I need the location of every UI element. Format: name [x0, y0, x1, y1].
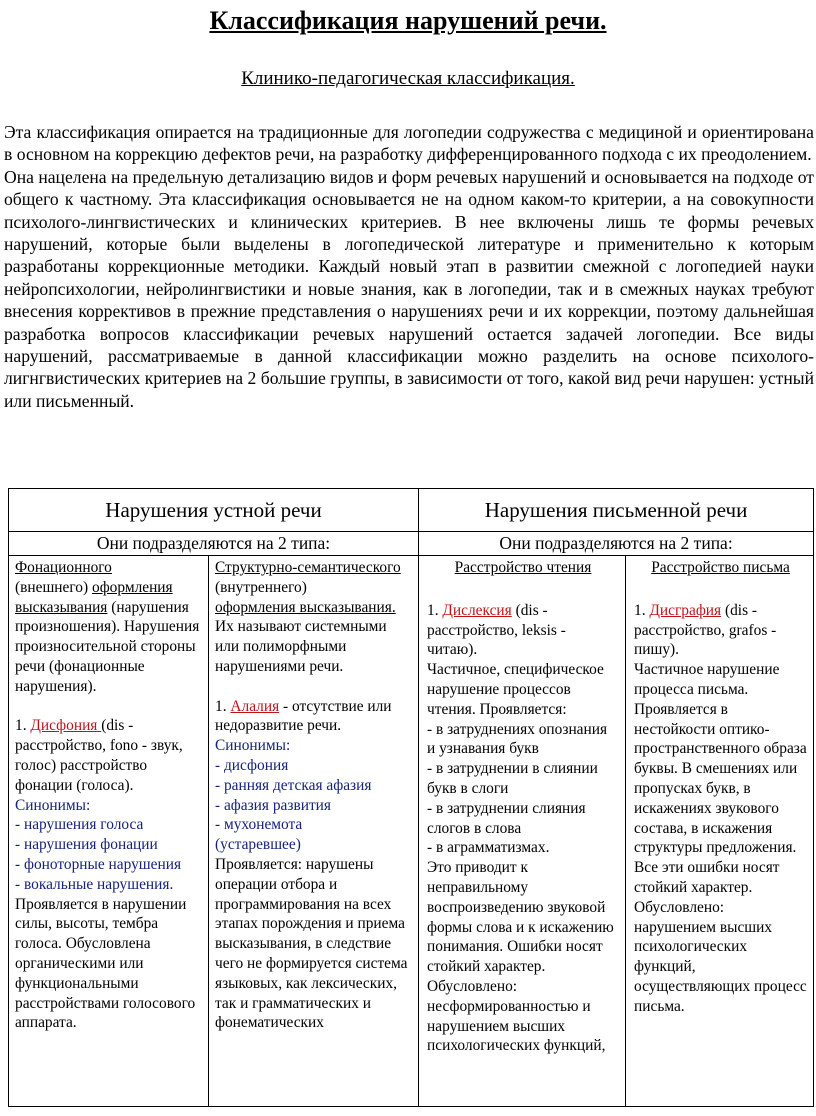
col4-definition: Частичное нарушение процесса письма. Проявляется в нестойкости оптико-пространственного образа буквы. В смешениях или пропусках букв, в искажениях звукового состава, в искажения структуры предложения. Все эти ошибки носят стойкий характер. Обусловлено: нарушением высших психологических функций, осуществляющих процесс письма. — [634, 661, 807, 1015]
col4-etymology: (dis - расстройство, grafos - пишу). — [634, 601, 777, 659]
dyslexia-term: Дислексия — [442, 601, 512, 619]
col2-synonym-5: (устаревшее) — [215, 836, 301, 854]
classification-table — [8, 488, 814, 1107]
col3-definition: Частичное, специфическое нарушение процессов чтения. Проявляется: — [427, 661, 604, 718]
alalia-term: Алалия — [230, 697, 280, 715]
col2-synonym-3: - афазия развития — [215, 796, 332, 814]
phonation-disorders-cell — [9, 556, 209, 1107]
col2-heading-a: Структурно-семантического — [215, 559, 401, 576]
col1-definition: (dis - расстройство, fono - звук, голос) расстройство фонации (голоса). — [15, 717, 183, 794]
writing-disorders-cell — [626, 556, 814, 1107]
oral-types-subheader: Они подразделяются на 2 типа: — [9, 532, 419, 556]
col2-number: 1. — [215, 697, 227, 715]
intro-paragraph-1: Эта классификация опирается на традиционные для логопедии содружества с медициной и ориентирована в основном на коррекцию дефектов речи, на разработку дифференцированного подхода с их преодолением. — [4, 122, 814, 165]
col2-synonym-1: - дисфония — [215, 756, 289, 774]
col2-description: Их называют системными или полиморфными нарушениями речи. — [215, 618, 387, 675]
col1-heading-b: (внешнего) — [15, 578, 89, 596]
intro-text — [4, 121, 814, 412]
col1-synonym-2: - нарушения фонации — [15, 836, 158, 854]
col1-synonyms-label: Синонимы: — [15, 796, 91, 814]
col3-etymology: (dis - расстройство, leksis - читаю). — [427, 601, 566, 659]
col1-heading-c: оформления высказывания — [15, 578, 173, 616]
col4-number: 1. — [634, 601, 646, 619]
written-speech-header: Нарушения письменной речи — [419, 489, 814, 532]
col2-synonym-4: - мухонемота — [215, 816, 303, 834]
page-title: Классификация нарушений речи. — [209, 6, 607, 35]
col1-synonym-4: - вокальные нарушения. — [15, 875, 174, 893]
col3-symptom-3: - в затруднении слияния слогов в слова — [427, 799, 586, 837]
col1-heading-a: Фонационного — [15, 559, 112, 576]
page-subtitle: Клинико-педагогическая классификация. — [241, 68, 575, 89]
col2-manifestation: Проявляется: нарушены операции отбора и программирования на всех этапах порождения и приема высказывания, в следствие чего не формируется система языковых, как лексических, так и грамматических и фонематических — [215, 855, 408, 1032]
col3-symptom-1: - в затруднениях опознания и узнавания букв — [427, 720, 608, 758]
col2-heading-c: оформления высказывания. — [215, 598, 396, 616]
col1-manifestation: Проявляется в нарушении силы, высоты, тембра голоса. Обусловлена органическими или функциональными расстройствами голосового аппарата. — [15, 895, 196, 1032]
col3-number: 1. — [427, 601, 439, 619]
col1-synonym-3: - фоноторные нарушения — [15, 855, 182, 873]
dysphonia-term: Дисфония — [30, 717, 102, 735]
col1-synonym-1: - нарушения голоса — [15, 816, 144, 834]
written-types-subheader: Они подразделяются на 2 типа: — [419, 532, 814, 556]
col1-number: 1. — [15, 717, 27, 735]
dysgraphia-term: Дисграфия — [649, 601, 722, 619]
col2-synonym-2: - ранняя детская афазия — [215, 776, 372, 794]
semantic-disorders-cell — [209, 556, 419, 1107]
col2-heading-b: (внутреннего) — [215, 578, 307, 596]
intro-paragraph-2: Она нацелена на предельную детализацию видов и форм речевых нарушений и основывается на подходе от общего к частному. Эта классификация основывается не на одном каком-то критерии, а на совокупности психолого-лингвистических и клинических критериев. В нее включены лишь те формы речевых нарушений, которые были выделены в логопедической литературе и применительно к которым разработаны коррекционные методики. Каждый новый этап в развитии смежной с логопедией науки нейропсихологии, нейролингвистики и новые знания, как в логопедии, так и в смежных науках требуют внесения коррективов в прежние представления о нарушениях речи и их коррекции, поэтому дальнейшая разработка вопросов классификации речевых нарушений остается задачей логопедии. Все виды нарушений, рассматриваемые в данной классификации можно разделить на основе психолого-лигнгвистических критериев на 2 большие группы, в зависимости от того, какой вид речи нарушен: устный или письменный. — [4, 166, 814, 411]
col1-description: (нарушения произношения). Нарушения произносительной стороны речи (фонационные нарушения). — [15, 598, 200, 695]
col3-symptom-4: - в аграмматизмах. — [427, 839, 550, 857]
col3-symptom-2: - в затруднении в слиянии букв в слоги — [427, 760, 598, 797]
oral-speech-header: Нарушения устной речи — [9, 489, 419, 532]
reading-disorders-cell — [419, 556, 626, 1107]
col2-definition: - отсутствие или недоразвитие речи. — [215, 697, 392, 735]
col2-synonyms-label: Синонимы: — [215, 737, 291, 755]
col3-heading: Расстройство чтения — [454, 559, 592, 576]
col4-heading: Расстройство письма — [651, 559, 790, 576]
col3-consequence: Это приводит к неправильному воспроизведению звуковой формы слова и к искажению понимания. Ошибки носят стойкий характер. Обусловлено: несформированностью и нарушением высших психологических функций, — [427, 859, 614, 1055]
